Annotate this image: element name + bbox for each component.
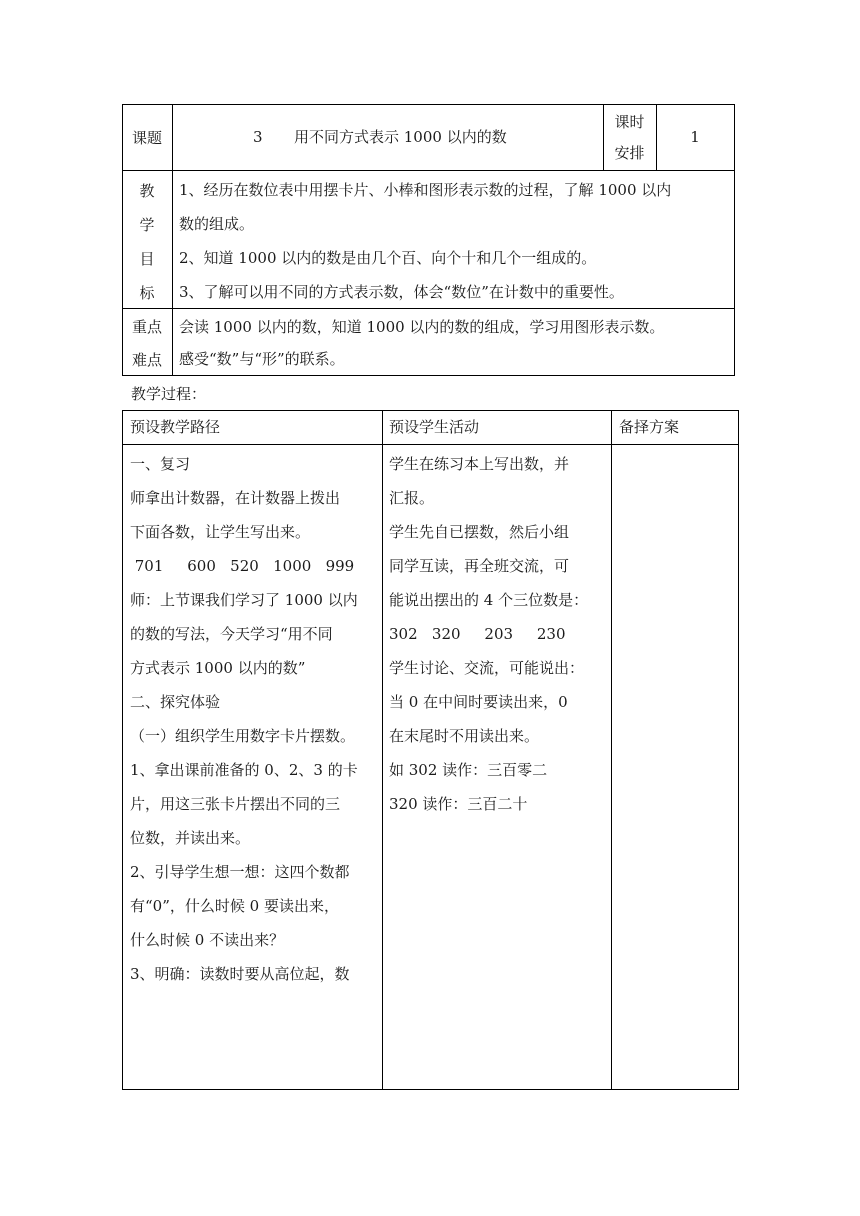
column-header: 预设教学路径 xyxy=(130,418,221,436)
goals-label-char: 教 xyxy=(139,181,155,200)
teaching-line: 位数，并读出来。 xyxy=(130,829,251,847)
activity-line: 在末尾时不用读出来。 xyxy=(389,727,540,745)
process-heading: 教学过程： xyxy=(131,385,207,403)
key-label: 难点 xyxy=(131,350,162,369)
activity-line: 能说出摆出的 4 个三位数是： xyxy=(389,591,589,609)
activity-line: 302 320 203 230 xyxy=(389,625,566,643)
table-border xyxy=(122,104,735,105)
table-border xyxy=(611,410,612,1090)
teaching-line: 有“0”，什么时候 0 要读出来， xyxy=(130,897,339,915)
goal-line: 2、知道 1000 以内的数是由几个百、向个十和几个一组成的。 xyxy=(179,249,597,267)
goal-line: 3、了解可以用不同的方式表示数，体会“数位”在计数中的重要性。 xyxy=(179,283,624,301)
teaching-line: 下面各数，让学生写出来。 xyxy=(130,523,311,541)
topic-number: 3 xyxy=(253,128,263,146)
table-border xyxy=(172,104,173,376)
goals-label-char: 目 xyxy=(139,249,155,268)
topic-title: 用不同方式表示 1000 以内的数 xyxy=(294,128,507,146)
activity-line: 学生先自已摆数，然后小组 xyxy=(389,523,570,541)
activity-line: 学生在练习本上写出数，并 xyxy=(389,455,570,473)
key-line: 感受“数”与“形”的联系。 xyxy=(179,350,345,368)
table-border xyxy=(122,1089,739,1090)
table-border xyxy=(122,444,739,445)
activity-line: 当 0 在中间时要读出来，0 xyxy=(389,693,568,711)
key-line: 会读 1000 以内的数，知道 1000 以内的数的组成，学习用图形表示数。 xyxy=(179,318,665,336)
activity-line: 汇报。 xyxy=(389,489,435,507)
teaching-line: 2、引导学生想一想：这四个数都 xyxy=(130,863,350,881)
teaching-line: 701 600 520 1000 999 xyxy=(130,557,355,575)
student-activity-column xyxy=(389,447,609,821)
activity-line: 320 读作：三百二十 xyxy=(389,795,528,813)
goals-label-char: 学 xyxy=(139,215,155,234)
teaching-line: 方式表示 1000 以内的数” xyxy=(130,659,306,677)
table-border xyxy=(122,170,735,171)
lesson-info-table xyxy=(122,104,735,376)
teaching-path-column xyxy=(130,447,380,991)
goals-label-char: 标 xyxy=(139,283,155,302)
goal-line: 数的组成。 xyxy=(179,215,255,233)
teaching-line: 二、探究体验 xyxy=(130,693,221,711)
teaching-line: 3、明确：读数时要从高位起，数 xyxy=(130,965,350,983)
teaching-line: 一、复习 xyxy=(130,455,191,473)
teaching-line: 什么时候 0 不读出来？ xyxy=(130,931,285,949)
column-header: 备择方案 xyxy=(619,418,680,436)
activity-line: 如 302 读作：三百零二 xyxy=(389,761,548,779)
teaching-line: （一）组织学生用数字卡片摆数。 xyxy=(130,727,356,745)
column-header: 预设学生活动 xyxy=(389,418,480,436)
process-table xyxy=(122,410,739,1090)
teaching-line: 师拿出计数器，在计数器上拨出 xyxy=(130,489,341,507)
topic-label: 课题 xyxy=(131,128,162,147)
teaching-line: 片，用这三张卡片摆出不同的三 xyxy=(130,795,341,813)
schedule-label: 课时 xyxy=(614,112,645,131)
table-border xyxy=(122,410,123,1090)
key-label: 重点 xyxy=(131,317,162,336)
teaching-line: 1、拿出课前准备的 0、2、3 的卡 xyxy=(130,761,358,779)
table-border xyxy=(382,410,383,1090)
table-border xyxy=(734,104,735,376)
teaching-line: 师：上节课我们学习了 1000 以内 xyxy=(130,591,358,609)
schedule-label: 安排 xyxy=(614,143,645,162)
schedule-value: 1 xyxy=(690,128,700,146)
activity-line: 同学互读，再全班交流，可 xyxy=(389,557,570,575)
goal-line: 1、经历在数位表中用摆卡片、小棒和图形表示数的过程，了解 1000 以内 xyxy=(179,181,672,199)
activity-line: 学生讨论、交流，可能说出： xyxy=(389,659,585,677)
teaching-line: 的数的写法，今天学习“用不同 xyxy=(130,625,333,643)
table-border xyxy=(738,410,739,1090)
